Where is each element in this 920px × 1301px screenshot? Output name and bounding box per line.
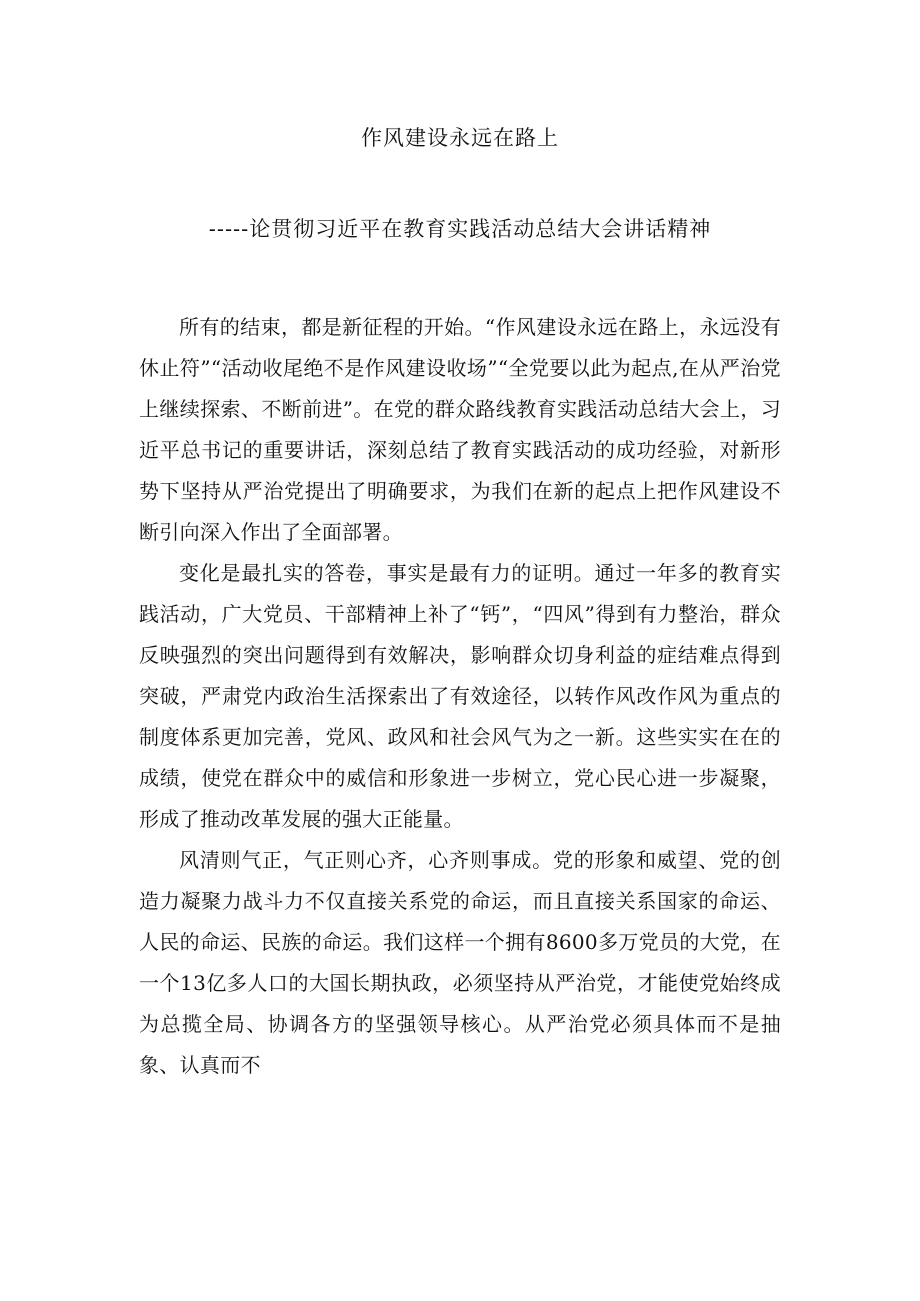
paragraph-3: 风清则气正，气正则心齐，心齐则事成。党的形象和威望、党的创造力凝聚力战斗力不仅直接关系党的命运，而且直接关系国家的命运、人民的命运、民族的命运。我们这样一个拥有8600多万党员的大党，在一个13亿多人口的大国长期执政，必须坚持从严治党，才能使党始终成为总揽全局、协调各方的坚强领导核心。从严治党必须具体而不是抽象、认真而不 [139, 848, 781, 1077]
paragraph-1: 所有的结束，都是新征程的开始。“作风建设永远在路上，永远没有休止符”“活动收尾绝不是作风建设收场”“全党要以此为起点,在从严治党上继续探索、不断前进”。在党的群众路线教育实践活动总结大会上，习近平总书记的重要讲话，深刻总结了教育实践活动的成功经验，对新形势下坚持从严治党提出了明确要求，为我们在新的起点上把作风建设不断引向深入作出了全面部署。 [139, 315, 781, 544]
document-title: 作风建设永远在路上 [361, 126, 559, 150]
document-subtitle: -----论贯彻习近平在教育实践活动总结大会讲话精神 [208, 217, 712, 241]
paragraph-2: 变化是最扎实的答卷，事实是最有力的证明。通过一年多的教育实践活动，广大党员、干部精神上补了“钙”，“四风”得到有力整治，群众反映强烈的突出问题得到有效解决，影响群众切身利益的症结难点得到突破，严肃党内政治生活探索出了有效途径，以转作风改作风为重点的制度体系更加完善，党风、政风和社会风气为之一新。这些实实在在的成绩，使党在群众中的威信和形象进一步树立，党心民心进一步凝聚，形成了推动改革发展的强大正能量。 [139, 561, 781, 831]
document-body [139, 307, 781, 1086]
